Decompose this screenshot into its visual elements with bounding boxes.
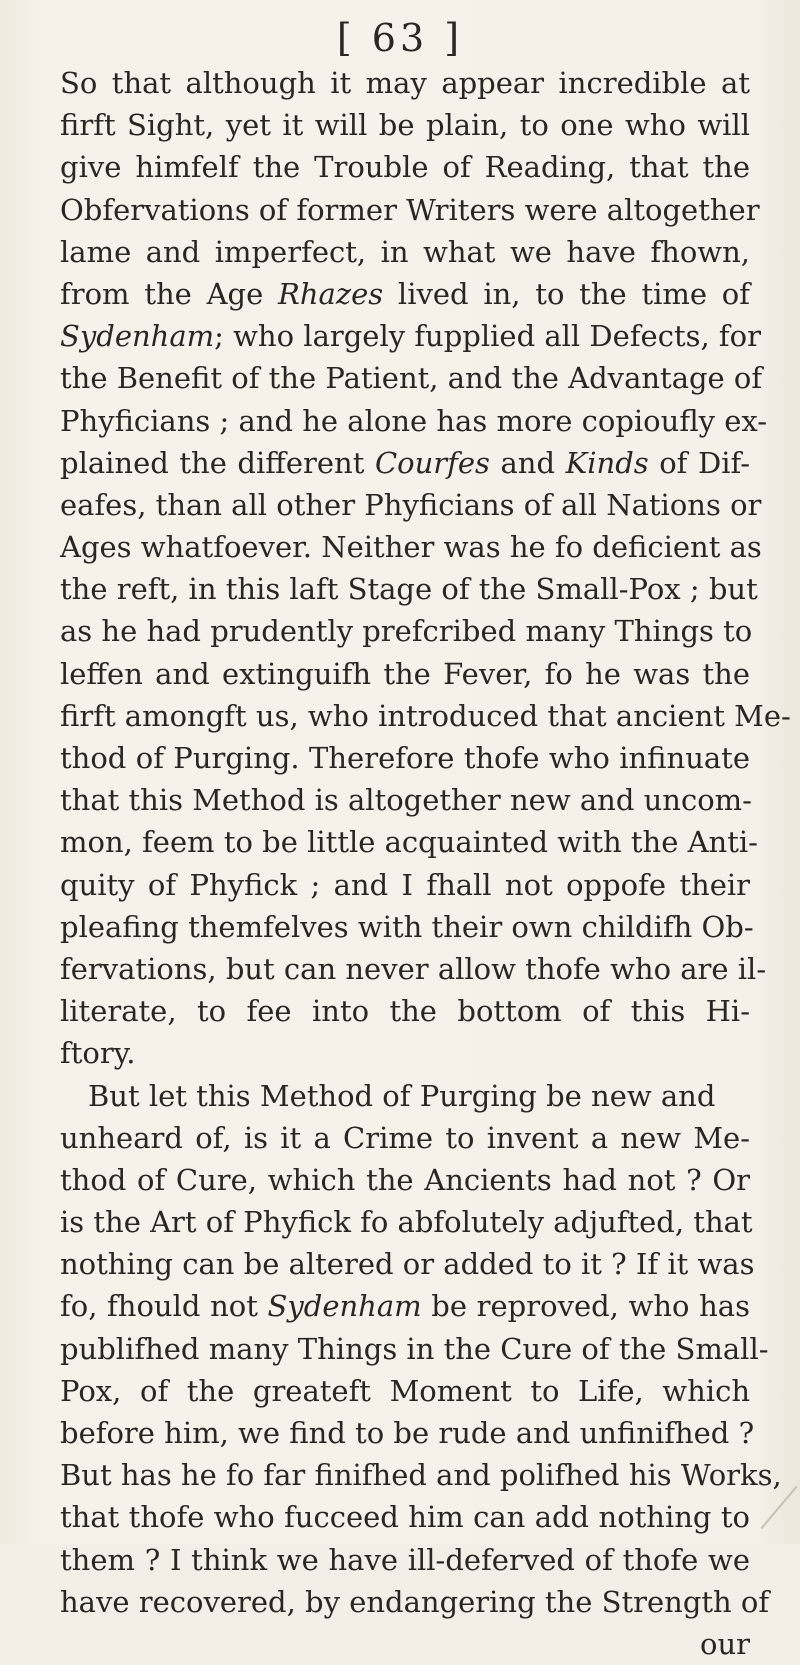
- text-segment: from the Age: [60, 276, 279, 311]
- text-line: [60, 231, 750, 273]
- text-line: [60, 1159, 750, 1201]
- text-line: [60, 146, 750, 188]
- text-segment: nothing can be altered or added to it ? If it was: [60, 1247, 755, 1282]
- text-segment: lived in, to the time of: [383, 276, 750, 311]
- text-segment: But let this Method of Purging be new and: [88, 1078, 716, 1113]
- text-segment: thod of Cure, which the Ancients had not ? Or: [60, 1162, 750, 1197]
- page-number: [ 63 ]: [336, 16, 464, 60]
- text-line: [60, 400, 768, 442]
- text-line: [60, 357, 763, 399]
- italic-name: Kinds: [565, 445, 649, 480]
- text-line: [60, 104, 750, 146]
- text-segment: firft Sight, yet it will be plain, to one who will: [60, 108, 750, 143]
- text-segment: be reproved, who has: [421, 1289, 750, 1324]
- text-segment: that this Method is altogether new and uncom-: [60, 783, 752, 818]
- text-segment: But has he fo far finifhed and polifhed his Works,: [60, 1458, 782, 1493]
- text-line: [60, 610, 753, 652]
- text-line: [60, 779, 750, 821]
- text-segment: fervations, but can never allow thofe who are il-: [60, 951, 767, 986]
- text-line: [60, 821, 758, 863]
- text-segment: have recovered, by endangering the Strength of: [60, 1584, 770, 1619]
- text-segment: So that although it may appear incredible at: [60, 66, 750, 100]
- text-segment: Phyficians ; and he alone has more copioufly ex-: [60, 403, 768, 438]
- text-line: [60, 273, 750, 315]
- text-segment: give himfelf the Trouble of Reading, that the: [60, 150, 750, 185]
- text-line: [60, 442, 750, 484]
- text-segment: Obfervations of former Writers were altogether: [60, 192, 760, 227]
- text-segment: firft amongft us, who introduced that ancient Me-: [60, 698, 791, 733]
- text-line: [60, 948, 767, 990]
- body-text: [60, 62, 791, 1665]
- text-line: [60, 62, 750, 104]
- italic-name: Sydenham: [60, 319, 215, 354]
- text-segment: lame and imperfect, in what we have fhown,: [60, 234, 750, 269]
- text-line: [60, 695, 791, 737]
- text-line: [60, 1328, 769, 1370]
- text-line: [60, 906, 754, 948]
- text-line: [60, 1285, 750, 1327]
- text-segment: before him, we find to be rude and unfinifhed ?: [60, 1416, 755, 1450]
- text-line: [60, 1581, 770, 1623]
- text-segment: the reft, in this laft Stage of the Small-Pox ; but: [60, 572, 758, 607]
- text-segment: of Dif-: [648, 445, 750, 480]
- italic-name: Sydenham: [267, 1289, 422, 1324]
- text-line: [60, 1032, 750, 1074]
- text-segment: ftory.: [60, 1036, 136, 1071]
- text-segment: the Benefit of the Patient, and the Advantage of: [60, 361, 763, 396]
- text-line: [60, 484, 762, 526]
- text-line: [60, 315, 761, 357]
- text-line: [60, 653, 750, 695]
- text-line: [60, 737, 750, 779]
- text-line: [60, 864, 750, 906]
- text-segment: publifhed many Things in the Cure of the Small-: [60, 1331, 769, 1366]
- text-segment: eafes, than all other Phyficians of all Nations or: [60, 487, 762, 522]
- text-segment: plained the different: [60, 445, 375, 480]
- text-segment: fo, fhould not: [60, 1289, 268, 1324]
- text-segment: is the Art of Phyfick fo abfolutely adjufted, that: [60, 1205, 753, 1240]
- text-segment: Pox, of the greateft Moment to Life, which: [60, 1373, 750, 1408]
- text-line: [60, 1117, 750, 1159]
- text-segment: Ages whatfoever. Neither was he fo deficient as: [60, 530, 762, 565]
- text-line: [60, 1201, 753, 1243]
- text-line: [60, 568, 758, 610]
- text-segment: as he had prudently prefcribed many Things to: [60, 614, 753, 649]
- text-segment: them ? I think we have ill-deferved of thofe we: [60, 1542, 750, 1577]
- text-line: [60, 1539, 750, 1581]
- text-line: [60, 1496, 750, 1538]
- text-line: [60, 1243, 755, 1285]
- text-segment: ; who largely fupplied all Defects, for: [214, 319, 761, 354]
- text-line: [60, 1412, 755, 1454]
- text-segment: quity of Phyfick ; and I fhall not oppofe their: [60, 867, 750, 902]
- text-line: [60, 1623, 750, 1665]
- italic-name: Rhazes: [278, 276, 384, 311]
- text-line: [60, 526, 762, 568]
- text-segment: pleafing themfelves with their own childifh Ob-: [60, 909, 754, 944]
- page-mark: [761, 1486, 798, 1529]
- text-segment: mon, feem to be little acquainted with the Anti-: [60, 825, 758, 860]
- text-segment: unheard of, is it a Crime to invent a new Me-: [60, 1120, 750, 1155]
- text-line: [60, 1075, 750, 1117]
- text-segment: our: [700, 1626, 750, 1661]
- text-segment: that thofe who fucceed him can add nothing to: [60, 1500, 750, 1535]
- text-line: [60, 990, 750, 1032]
- text-line: [60, 1370, 750, 1412]
- text-segment: leffen and extinguifh the Fever, fo he was the: [60, 656, 750, 691]
- text-segment: literate, to fee into the bottom of this Hi-: [60, 994, 750, 1029]
- text-segment: and: [489, 445, 566, 480]
- text-segment: thod of Purging. Therefore thofe who infinuate: [60, 741, 750, 775]
- text-line: [60, 189, 760, 231]
- italic-name: Courfes: [374, 445, 490, 480]
- text-line: [60, 1454, 782, 1496]
